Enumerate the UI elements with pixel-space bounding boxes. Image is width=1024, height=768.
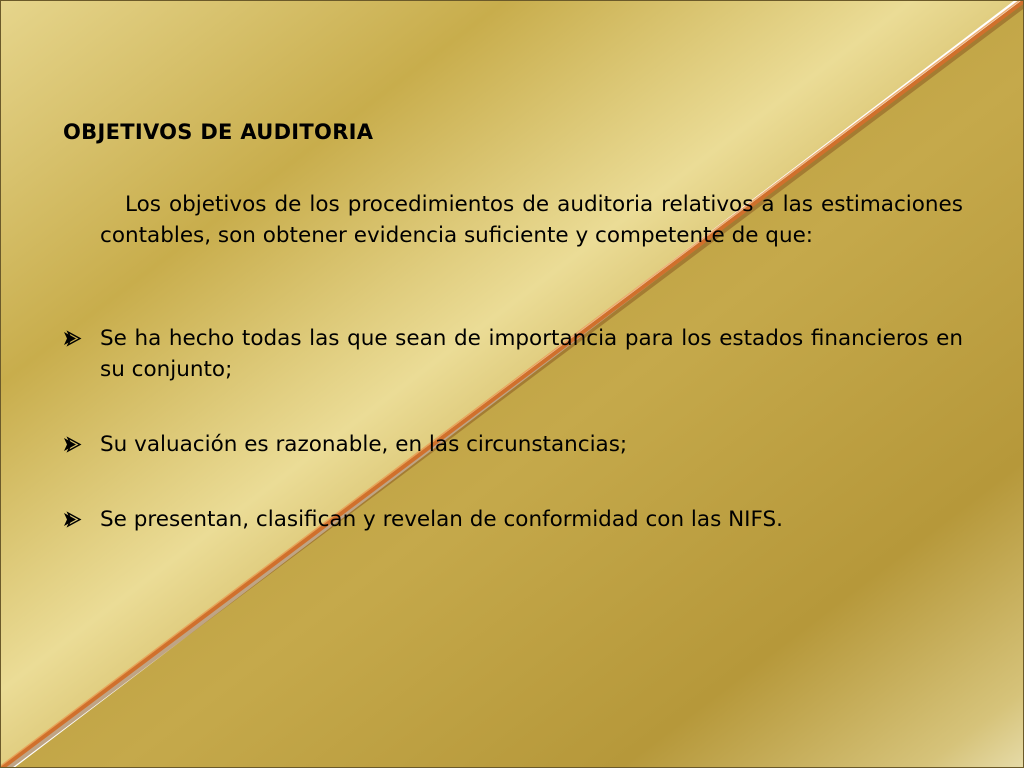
bullet-item bbox=[100, 323, 963, 385]
arrow-bullet-icon bbox=[60, 323, 84, 354]
slide-title: OBJETIVOS DE AUDITORIA bbox=[63, 120, 374, 144]
bullet-text: Se ha hecho todas las que sean de importancia para los estados financieros en su conjunto; bbox=[100, 326, 963, 382]
arrow-bullet-icon bbox=[60, 429, 84, 460]
bullet-item bbox=[100, 504, 963, 535]
bullet-text: Su valuación es razonable, en las circunstancias; bbox=[100, 432, 628, 457]
bullet-text: Se presentan, clasifican y revelan de conformidad con las NIFS. bbox=[100, 507, 783, 532]
bullet-item bbox=[100, 429, 963, 460]
intro-paragraph: Los objetivos de los procedimientos de auditoria relativos a las estimaciones contables, son obtener evidencia suficiente y competente de que: bbox=[100, 192, 963, 248]
arrow-bullet-icon bbox=[60, 504, 84, 535]
